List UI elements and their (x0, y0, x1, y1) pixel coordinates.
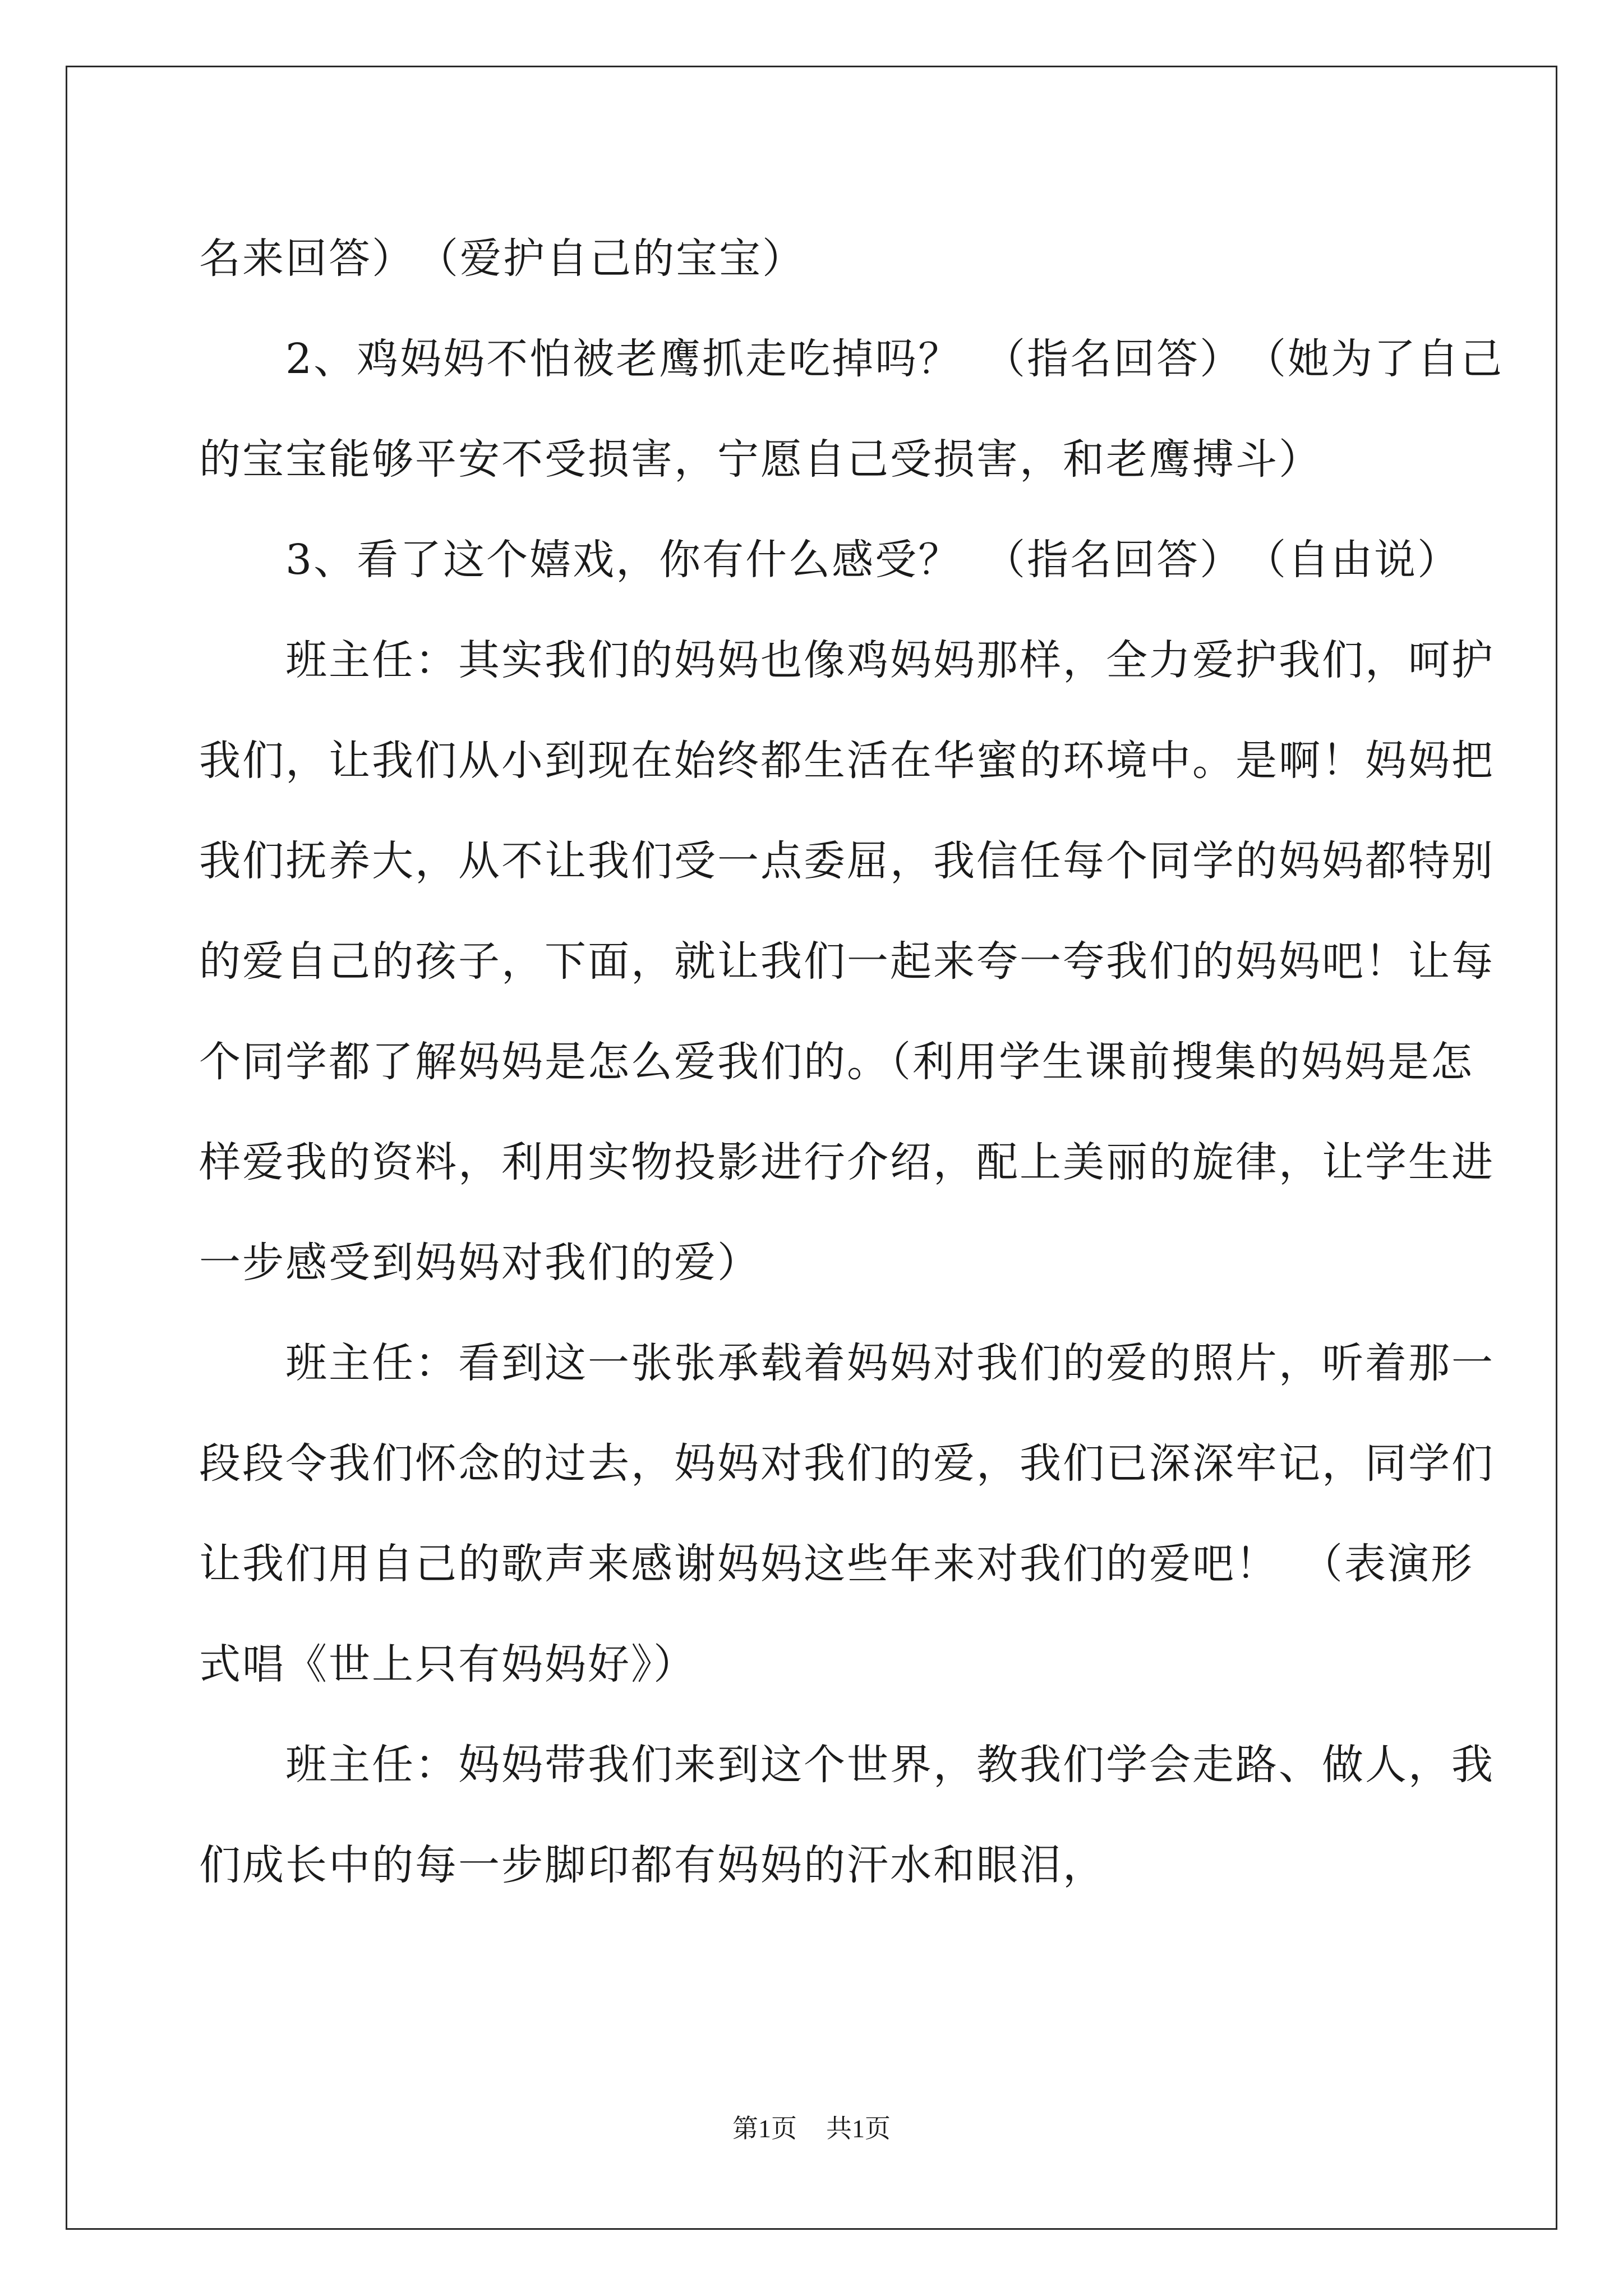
text-line: 班主任：妈妈带我们来到这个世界，教我们学会走路、做人，我 (199, 1741, 1495, 1789)
text-line: 一步感受到妈妈对我们的爱） (199, 1239, 760, 1287)
text-line: 个同学都了解妈妈是怎么爱我们的。（利用学生课前搜集的妈妈是怎 (199, 1038, 1474, 1086)
text-line: 名来回答） （爱护自己的宝宝） (199, 234, 805, 283)
text-line: 我们，让我们从小到现在始终都生活在华蜜的环境中。是啊！妈妈把 (199, 737, 1495, 785)
page-footer (0, 2108, 1623, 2145)
text-line: 班主任：其实我们的妈妈也像鸡妈妈那样，全力爱护我们，呵护 (199, 636, 1495, 684)
text-line: 们成长中的每一步脚印都有妈妈的汗水和眼泪， (199, 1841, 1106, 1889)
page-number-total: 共1页 (826, 2114, 891, 2143)
text-line: 的宝宝能够平安不受损害，宁愿自己受损害，和老鹰搏斗） (199, 435, 1322, 484)
document-body (199, 209, 1504, 1916)
text-line: 段段令我们怀念的过去，妈妈对我们的爱，我们已深深牢记，同学们 (199, 1439, 1495, 1488)
text-line: 3、看了这个嬉戏，你有什么感受？ （指名回答） （自由说） (199, 536, 1461, 584)
text-line: 式唱《世上只有妈妈好》） (199, 1640, 697, 1688)
text-line: 样爱我的资料，利用实物投影进行介绍，配上美丽的旋律，让学生进 (199, 1138, 1495, 1186)
page-number-current: 第1页 (732, 2114, 797, 2143)
text-line: 的爱自己的孩子，下面，就让我们一起来夸一夸我们的妈妈吧！让每 (199, 937, 1495, 986)
text-line: 我们抚养大，从不让我们受一点委屈，我信任每个同学的妈妈都特别 (199, 837, 1495, 885)
text-line: 班主任：看到这一张张承载着妈妈对我们的爱的照片，听着那一 (199, 1339, 1495, 1387)
text-line: 让我们用自己的歌声来感谢妈妈这些年来对我们的爱吧！ （表演形 (199, 1540, 1474, 1588)
text-line: 2、鸡妈妈不怕被老鹰抓走吃掉吗？ （指名回答） （她为了自己 (199, 335, 1504, 383)
